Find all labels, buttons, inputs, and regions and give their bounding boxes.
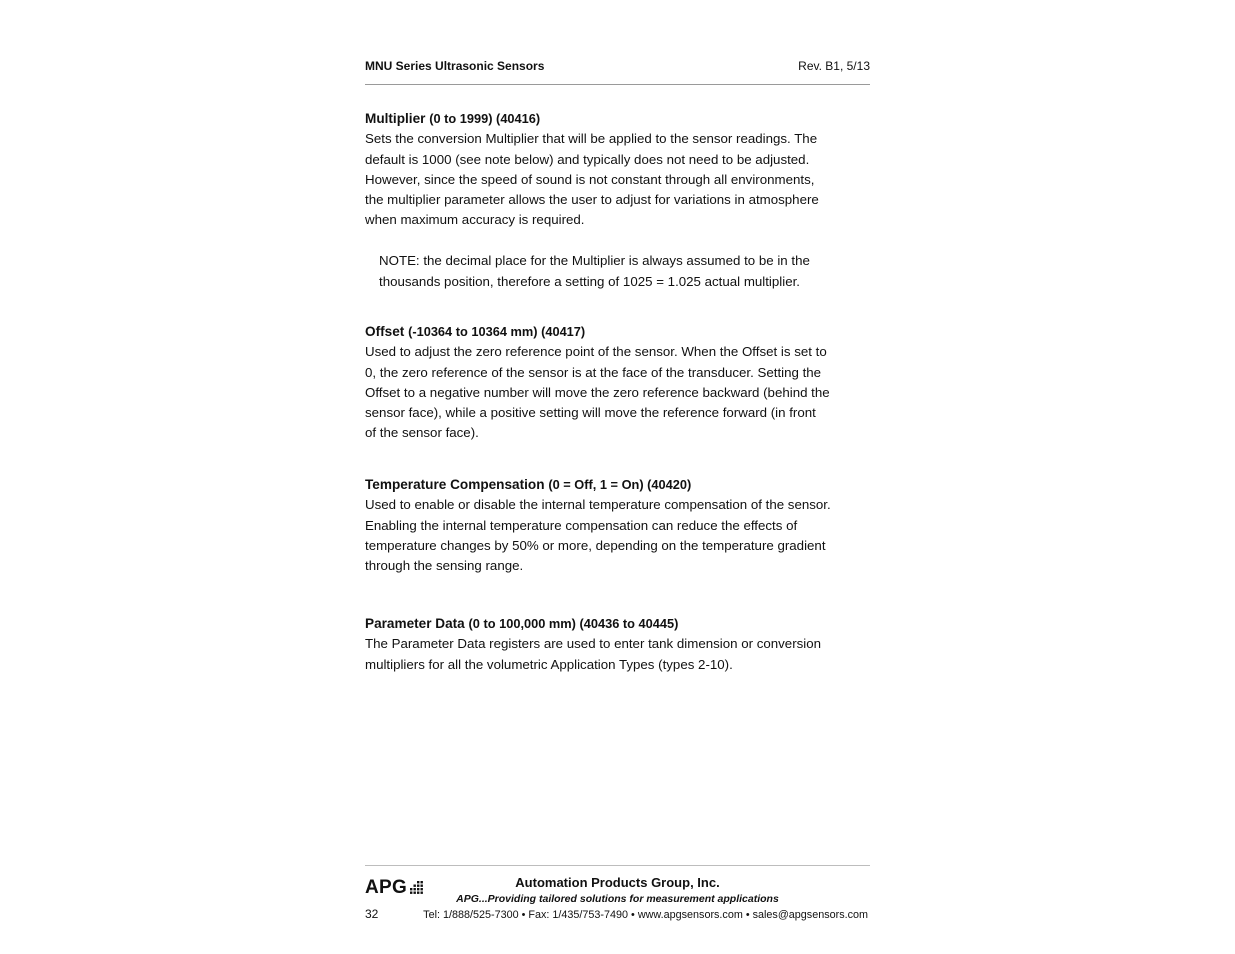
body-line: multipliers for all the volumetric Application Types (types 2-10).	[365, 656, 733, 672]
header-title: MNU Series Ultrasonic Sensors	[365, 59, 545, 73]
section-range: (0 to 1999) (40416)	[429, 111, 541, 126]
logo-text: APG	[365, 877, 408, 898]
body-line: The Parameter Data registers are used to enter tank dimension or conversion	[365, 636, 822, 652]
body-line: Used to adjust the zero reference point of the sensor. When the Offset is set to	[365, 344, 827, 360]
body-line: when maximum accuracy is required.	[365, 212, 585, 228]
body-line: through the sensing range.	[365, 558, 524, 574]
body-line: sensor face), while a positive setting will move the reference forward (in front	[365, 405, 816, 421]
body-line: default is 1000 (see note below) and typically does not need to be adjusted.	[365, 151, 810, 167]
note-line: NOTE: the decimal place for the Multiplier is always assumed to be in the	[379, 253, 810, 268]
company-tagline: APG...Providing tailored solutions for measurement applications	[456, 893, 779, 905]
page-number: 32	[365, 907, 379, 921]
body-line: temperature changes by 50% or more, depending on the temperature gradient	[365, 537, 826, 553]
section-range: (0 to 100,000 mm) (40436 to 40445)	[468, 616, 679, 631]
body-line: Offset to a negative number will move the zero reference backward (behind the	[365, 384, 830, 400]
section-heading	[365, 109, 870, 129]
footer-rule	[365, 865, 870, 866]
body-line: Enabling the internal temperature compensation can reduce the effects of	[365, 517, 798, 533]
section-range: (-10364 to 10364 mm) (40417)	[408, 324, 586, 339]
section-title: Offset	[365, 324, 405, 339]
body-line: 0, the zero reference of the sensor is at the face of the transducer. Setting the	[365, 364, 822, 380]
company-name: Automation Products Group, Inc.	[515, 875, 720, 890]
section-title: Multiplier	[365, 111, 426, 126]
section-title: Temperature Compensation	[365, 477, 545, 492]
body-line: Used to enable or disable the internal temperature compensation of the sensor.	[365, 497, 831, 513]
multiplier-note	[379, 251, 859, 293]
section-range: (0 = Off, 1 = On) (40420)	[548, 477, 692, 492]
section-heading	[365, 614, 870, 634]
section-multiplier	[365, 109, 870, 231]
body-line: the multiplier parameter allows the user to adjust for variations in atmosphere	[365, 192, 819, 208]
body-line: of the sensor face).	[365, 425, 479, 441]
section-temperature-compensation	[365, 475, 870, 576]
section-heading	[365, 322, 870, 342]
body-line: However, since the speed of sound is not constant through all environments,	[365, 171, 815, 187]
note-line: thousands position, therefore a setting of 1025 = 1.025 actual multiplier.	[379, 273, 800, 289]
section-parameter-data	[365, 614, 870, 675]
header-rule	[365, 84, 870, 85]
section-title: Parameter Data	[365, 616, 465, 631]
header-revision: Rev. B1, 5/13	[798, 59, 870, 73]
contact-info: Tel: 1/888/525-7300 • Fax: 1/435/753-7490 • www.apgsensors.com • sales@apgsensors.com	[423, 909, 868, 921]
body-line: Sets the conversion Multiplier that will be applied to the sensor readings. The	[365, 131, 818, 147]
document-page	[365, 0, 870, 954]
page-header	[365, 59, 870, 77]
section-offset	[365, 322, 870, 444]
section-heading	[365, 475, 870, 495]
